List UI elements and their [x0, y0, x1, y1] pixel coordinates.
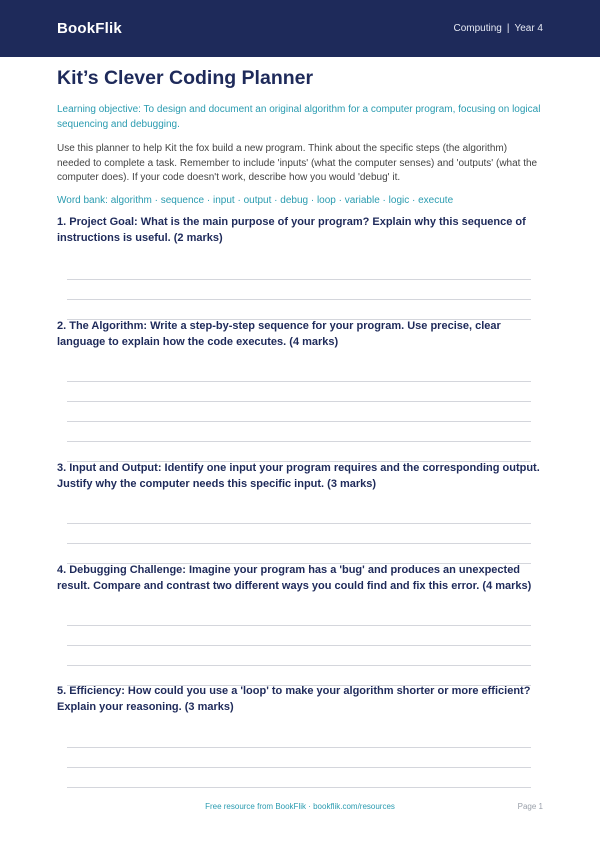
answer-line[interactable]	[67, 767, 531, 768]
question-4: 4. Debugging Challenge: Imagine your program has a 'bug' and produces an unexpected result. Compare and contrast two different ways you could find and fix this error. (4 marks)	[57, 564, 532, 592]
answer-line[interactable]	[67, 645, 531, 646]
instructions-text: Use this planner to help Kit the fox build a new program. Think about the specific steps (the algorithm) needed to complete a task. Remember to include 'inputs' (what the computer senses) and 'outputs' (what the computer does). If your code doesn't work, describe how you would 'debug' it.	[57, 143, 538, 183]
answer-line[interactable]	[67, 747, 531, 748]
answer-line[interactable]	[67, 299, 531, 300]
subject-label: Computing	[453, 23, 502, 34]
answer-line[interactable]	[67, 421, 531, 422]
question-2: 2. The Algorithm: Write a step-by-step sequence for your program. Use precise, clear language to explain how the code executes. (4 marks)	[57, 320, 501, 348]
learning-objective: Learning objective: To design and document an original algorithm for a computer program, focusing on logical sequencing and debugging.	[57, 104, 541, 130]
answer-line[interactable]	[67, 665, 531, 666]
answer-line[interactable]	[67, 401, 531, 402]
year-label: Year 4	[514, 23, 543, 34]
answer-line[interactable]	[67, 441, 531, 442]
worksheet-intro	[57, 64, 543, 206]
question-1: 1. Project Goal: What is the main purpose of your program? Explain why this sequence of instructions is useful. (2 marks)	[57, 216, 526, 244]
brand-logo: BookFlik	[57, 20, 122, 37]
page-number: Page 1	[517, 802, 543, 811]
answer-line[interactable]	[67, 787, 531, 788]
subject-separator: |	[506, 23, 510, 34]
subject-year	[453, 23, 543, 34]
question-5: 5. Efficiency: How could you use a 'loop' to make your algorithm shorter or more efficient? Explain your reasoning. (3 marks)	[57, 685, 531, 713]
page-footer	[0, 802, 600, 816]
answer-line[interactable]	[67, 543, 531, 544]
word-bank: Word bank: algorithm · sequence · input · output · debug · loop · variable · logic · execute	[57, 194, 454, 206]
footer-source: Free resource from BookFlik · bookflik.com/resources	[205, 802, 395, 811]
page-header	[0, 0, 600, 57]
answer-line[interactable]	[67, 279, 531, 280]
answer-line[interactable]	[67, 381, 531, 382]
answer-line[interactable]	[67, 625, 531, 626]
answer-line[interactable]	[67, 523, 531, 524]
question-3: 3. Input and Output: Identify one input your program requires and the corresponding output. Justify why the computer needs this specific input. (3 marks)	[57, 462, 540, 490]
page-title: Kit’s Clever Coding Planner	[57, 67, 314, 89]
